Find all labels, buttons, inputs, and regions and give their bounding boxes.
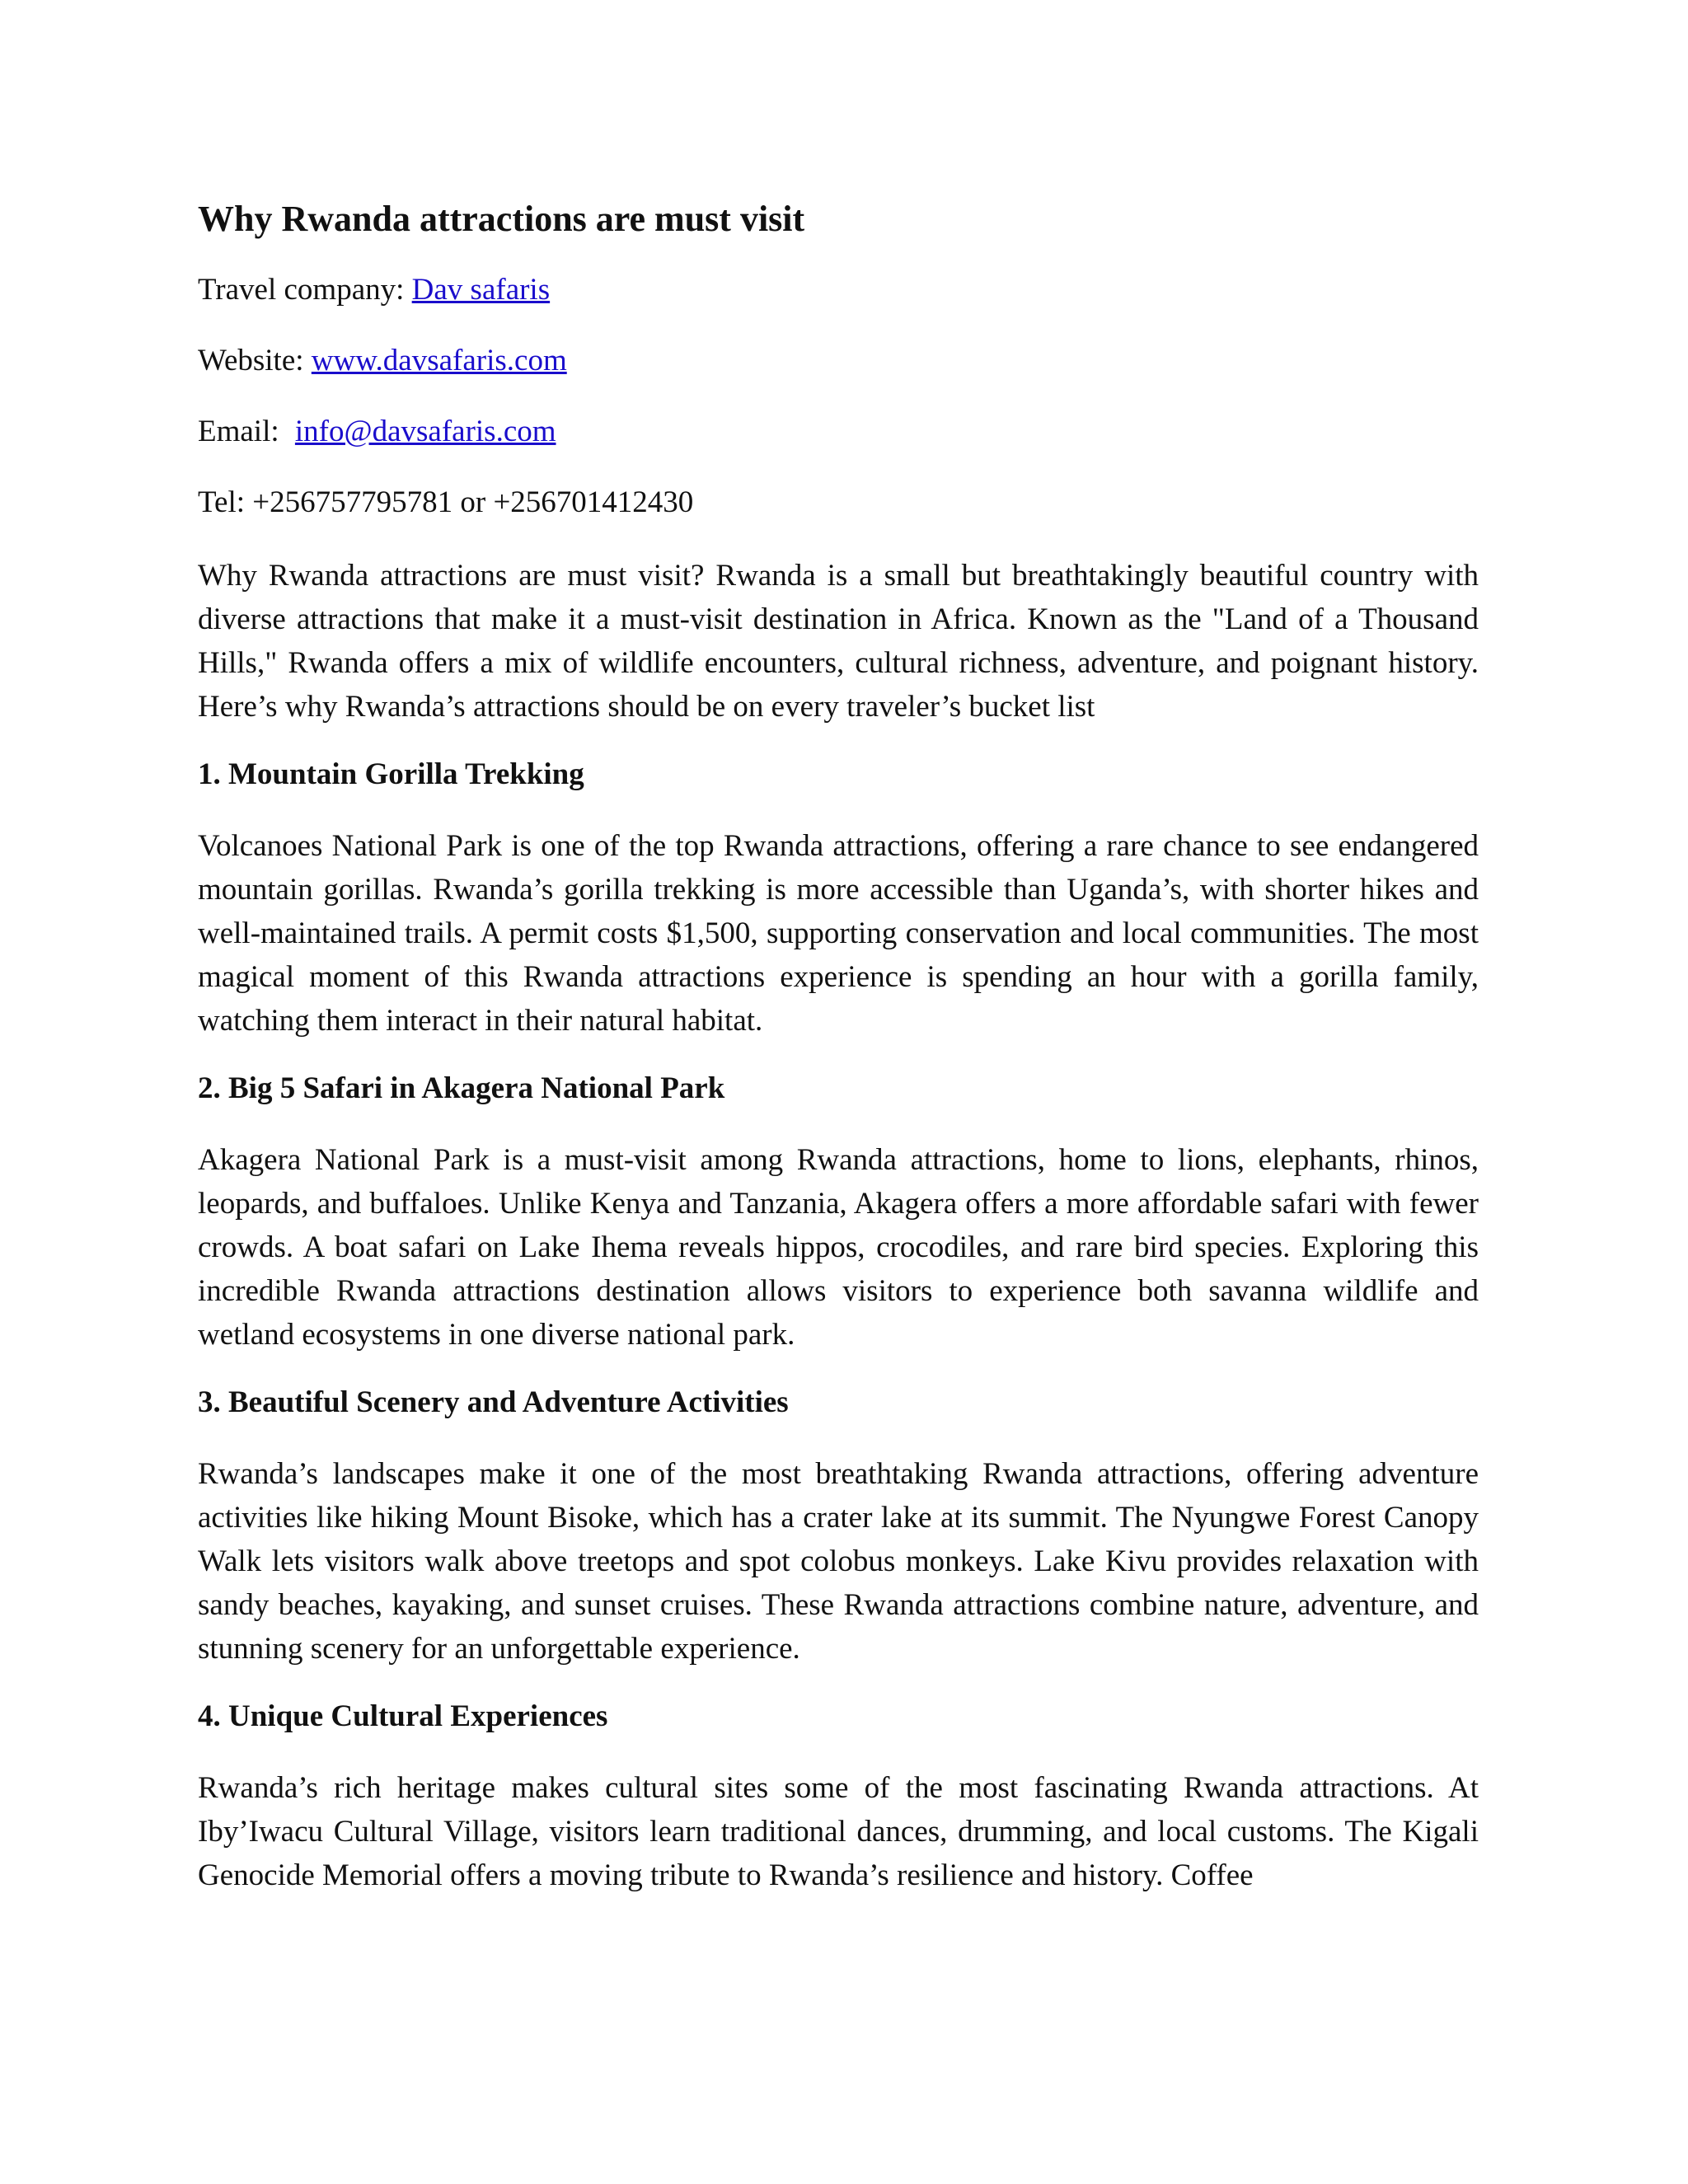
email-label: Email: [198,415,287,448]
website-line [198,341,1479,381]
section-body-cultural-experiences: Rwanda’s rich heritage makes cultural sites some of the most fascinating Rwanda attractions. At Iby’Iwacu Cultural Village, visitors learn traditional dances, drumming, and local customs. The Kigali Genocide Memorial offers a moving tribute to Rwanda’s resilience and history. Coffee [198,1771,1479,1892]
intro-paragraph: Why Rwanda attractions are must visit? Rwanda is a small but breathtakingly beautiful country with diverse attractions that make it a must-visit destination in Africa. Known as the "Land of a Thousand Hills," Rwanda offers a mix of wildlife encounters, cultural richness, adventure, and poignant history. Here’s why Rwanda’s attractions should be on every traveler’s bucket list [198,559,1479,724]
document-title: Why Rwanda attractions are must visit [198,199,805,239]
travel-company-label: Travel company: [198,273,412,307]
email-line [198,412,1479,452]
section-heading-gorilla-trekking: 1. Mountain Gorilla Trekking [198,757,584,791]
section-body-akagera-safari: Akagera National Park is a must-visit among Rwanda attractions, home to lions, elephants, rhinos, leopards, and buffaloes. Unlike Kenya and Tanzania, Akagera offers a more affordable safari with fewer crowds. A boat safari on Lake Ihema reveals hippos, crocodiles, and rare bird species. Exploring this incredible Rwanda attractions destination allows visitors to experience both savanna wildlife and wetland ecosystems in one diverse national park. [198,1143,1479,1352]
telephone-line: Tel: +256757795781 or +256701412430 [198,485,694,519]
website-link[interactable]: www.davsafaris.com [311,344,567,377]
website-label: Website: [198,344,312,377]
section-body-gorilla-trekking: Volcanoes National Park is one of the top Rwanda attractions, offering a rare chance to see endangered mountain gorillas. Rwanda’s gorilla trekking is more accessible than Uganda’s, with shorter hikes and well-maintained trails. A permit costs $1,500, supporting conservation and local communities. The most magical moment of this Rwanda attractions experience is spending an hour with a gorilla family, watching them interact in their natural habitat. [198,829,1479,1038]
travel-company-link[interactable]: Dav safaris [411,273,551,307]
document-page [198,196,1479,1924]
email-link[interactable]: info@davsafaris.com [294,415,556,448]
section-heading-cultural-experiences: 4. Unique Cultural Experiences [198,1699,608,1733]
travel-company-line [198,270,1479,310]
section-body-scenery-adventure: Rwanda’s landscapes make it one of the most breathtaking Rwanda attractions, offering adventure activities like hiking Mount Bisoke, which has a crater lake at its summit. The Nyungwe Forest Canopy Walk lets visitors walk above treetops and spot colobus monkeys. Lake Kivu provides relaxation with sandy beaches, kayaking, and sunset cruises. These Rwanda attractions combine nature, adventure, and stunning scenery for an unforgettable experience. [198,1457,1479,1666]
section-heading-scenery-adventure: 3. Beautiful Scenery and Adventure Activities [198,1385,789,1419]
section-heading-akagera-safari: 2. Big 5 Safari in Akagera National Park [198,1071,725,1105]
